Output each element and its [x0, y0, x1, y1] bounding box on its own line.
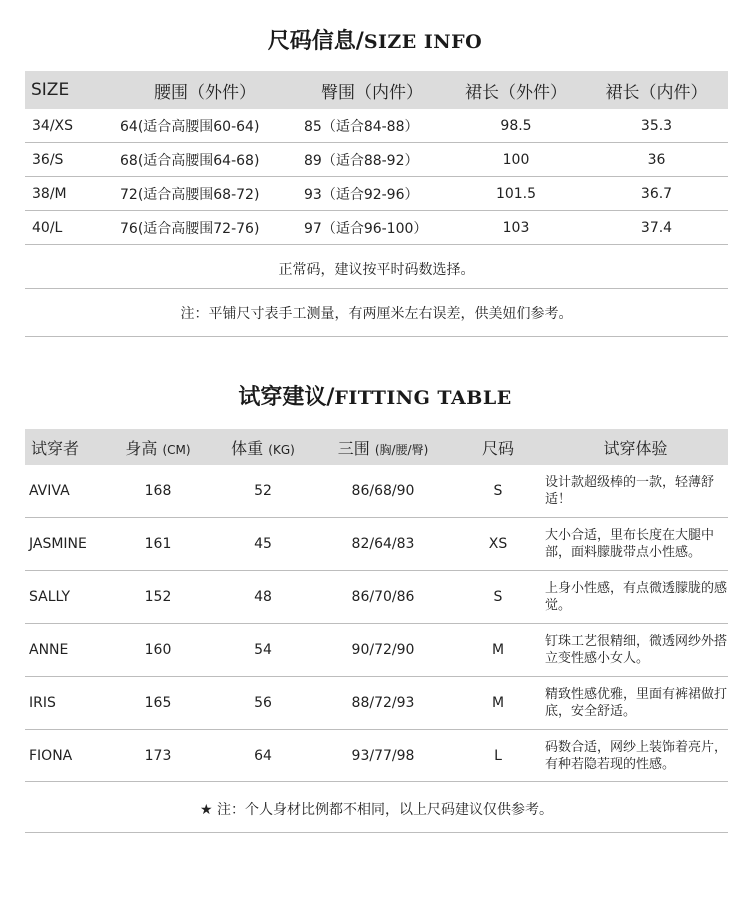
model-name-cell: ANNE [25, 624, 103, 677]
model-name-cell: JASMINE [25, 518, 103, 571]
fit-size-cell: L [453, 730, 543, 782]
table-row [25, 211, 728, 245]
table-row [25, 109, 728, 143]
fitting-table [25, 429, 728, 782]
model-name-cell: SALLY [25, 571, 103, 624]
header-experience: 试穿体验 [543, 429, 728, 465]
experience-cell: 码数合适，网纱上装饰着亮片，有种若隐若现的性感。 [543, 730, 728, 782]
divider [25, 336, 728, 337]
header-measurements-unit: (胸/腰/臀) [374, 442, 429, 457]
length-inner-cell: 36.7 [585, 177, 728, 211]
size-cell: 38/M [25, 177, 113, 211]
model-name-cell: FIONA [25, 730, 103, 782]
divider [25, 832, 728, 833]
height-cell: 168 [103, 465, 213, 518]
table-row [25, 518, 728, 571]
header-height-unit: (CM) [162, 442, 191, 457]
header-height [103, 429, 213, 465]
header-fit-size: 尺码 [453, 429, 543, 465]
height-cell: 173 [103, 730, 213, 782]
weight-cell: 48 [213, 571, 313, 624]
header-measurements-label: 三围 [337, 438, 370, 458]
header-hip: 臀围（内件） [297, 71, 447, 109]
fitting-title-cn: 试穿建议/ [238, 385, 335, 410]
header-waist: 腰围（外件） [113, 71, 297, 109]
height-cell: 152 [103, 571, 213, 624]
measurements-cell: 93/77/98 [313, 730, 453, 782]
experience-cell: 上身小性感，有点微透朦胧的感觉。 [543, 571, 728, 624]
header-weight [213, 429, 313, 465]
table-row [25, 177, 728, 211]
fitting-header-row [25, 429, 728, 465]
fit-size-cell: M [453, 624, 543, 677]
size-cell: 34/XS [25, 109, 113, 143]
length-inner-cell: 35.3 [585, 109, 728, 143]
size-info-header-row [25, 71, 728, 109]
fitting-title [0, 380, 750, 411]
table-row [25, 465, 728, 518]
length-outer-cell: 100 [447, 143, 585, 177]
measurements-cell: 86/70/86 [313, 571, 453, 624]
length-inner-cell: 37.4 [585, 211, 728, 245]
fit-size-cell: S [453, 571, 543, 624]
waist-cell: 76(适合高腰围72-76) [113, 211, 297, 245]
header-length-inner: 裙长（内件） [585, 71, 728, 109]
size-cell: 40/L [25, 211, 113, 245]
weight-cell: 64 [213, 730, 313, 782]
height-cell: 161 [103, 518, 213, 571]
header-length-outer: 裙长（外件） [447, 71, 585, 109]
size-info-title-cn: 尺码信息/ [267, 29, 364, 54]
experience-cell: 钉珠工艺很精细，微透网纱外搭立变性感小女人。 [543, 624, 728, 677]
hip-cell: 97（适合96-100） [297, 211, 447, 245]
experience-cell: 大小合适，里布长度在大腿中部，面料朦胧带点小性感。 [543, 518, 728, 571]
weight-cell: 56 [213, 677, 313, 730]
experience-cell: 精致性感优雅，里面有裤裙做打底，安全舒适。 [543, 677, 728, 730]
size-info-table [25, 71, 728, 245]
height-cell: 165 [103, 677, 213, 730]
size-note-normal: 正常码，建议按平时码数选择。 [278, 262, 475, 278]
header-measurements [313, 429, 453, 465]
fit-size-cell: S [453, 465, 543, 518]
header-weight-unit: (KG) [268, 442, 295, 457]
table-row [25, 624, 728, 677]
weight-cell: 52 [213, 465, 313, 518]
measurements-cell: 88/72/93 [313, 677, 453, 730]
size-cell: 36/S [25, 143, 113, 177]
length-inner-cell: 36 [585, 143, 728, 177]
waist-cell: 64(适合高腰围60-64) [113, 109, 297, 143]
divider [25, 288, 728, 289]
length-outer-cell: 98.5 [447, 109, 585, 143]
hip-cell: 85（适合84-88） [297, 109, 447, 143]
length-outer-cell: 101.5 [447, 177, 585, 211]
fitting-title-en: FITTING TABLE [334, 387, 512, 409]
fitting-note: ★ 注：个人身材比例都不相同，以上尺码建议仅供参考。 [200, 802, 553, 818]
header-size: SIZE [25, 71, 113, 109]
measurements-cell: 90/72/90 [313, 624, 453, 677]
measurements-cell: 82/64/83 [313, 518, 453, 571]
weight-cell: 45 [213, 518, 313, 571]
hip-cell: 93（适合92-96） [297, 177, 447, 211]
height-cell: 160 [103, 624, 213, 677]
weight-cell: 54 [213, 624, 313, 677]
size-note-measure: 注：平铺尺寸表手工测量，有两厘米左右误差，供美妞们参考。 [180, 306, 573, 322]
length-outer-cell: 103 [447, 211, 585, 245]
size-info-title [0, 24, 750, 55]
size-info-title-en: SIZE INFO [363, 31, 483, 53]
waist-cell: 72(适合高腰围68-72) [113, 177, 297, 211]
table-row [25, 677, 728, 730]
header-height-label: 身高 [125, 438, 158, 458]
fit-size-cell: M [453, 677, 543, 730]
table-row [25, 571, 728, 624]
waist-cell: 68(适合高腰围64-68) [113, 143, 297, 177]
fit-size-cell: XS [453, 518, 543, 571]
header-name: 试穿者 [25, 429, 103, 465]
table-row [25, 730, 728, 782]
table-row [25, 143, 728, 177]
model-name-cell: AVIVA [25, 465, 103, 518]
measurements-cell: 86/68/90 [313, 465, 453, 518]
model-name-cell: IRIS [25, 677, 103, 730]
header-weight-label: 体重 [231, 438, 264, 458]
experience-cell: 设计款超级棒的一款，轻薄舒适！ [543, 465, 728, 518]
hip-cell: 89（适合88-92） [297, 143, 447, 177]
